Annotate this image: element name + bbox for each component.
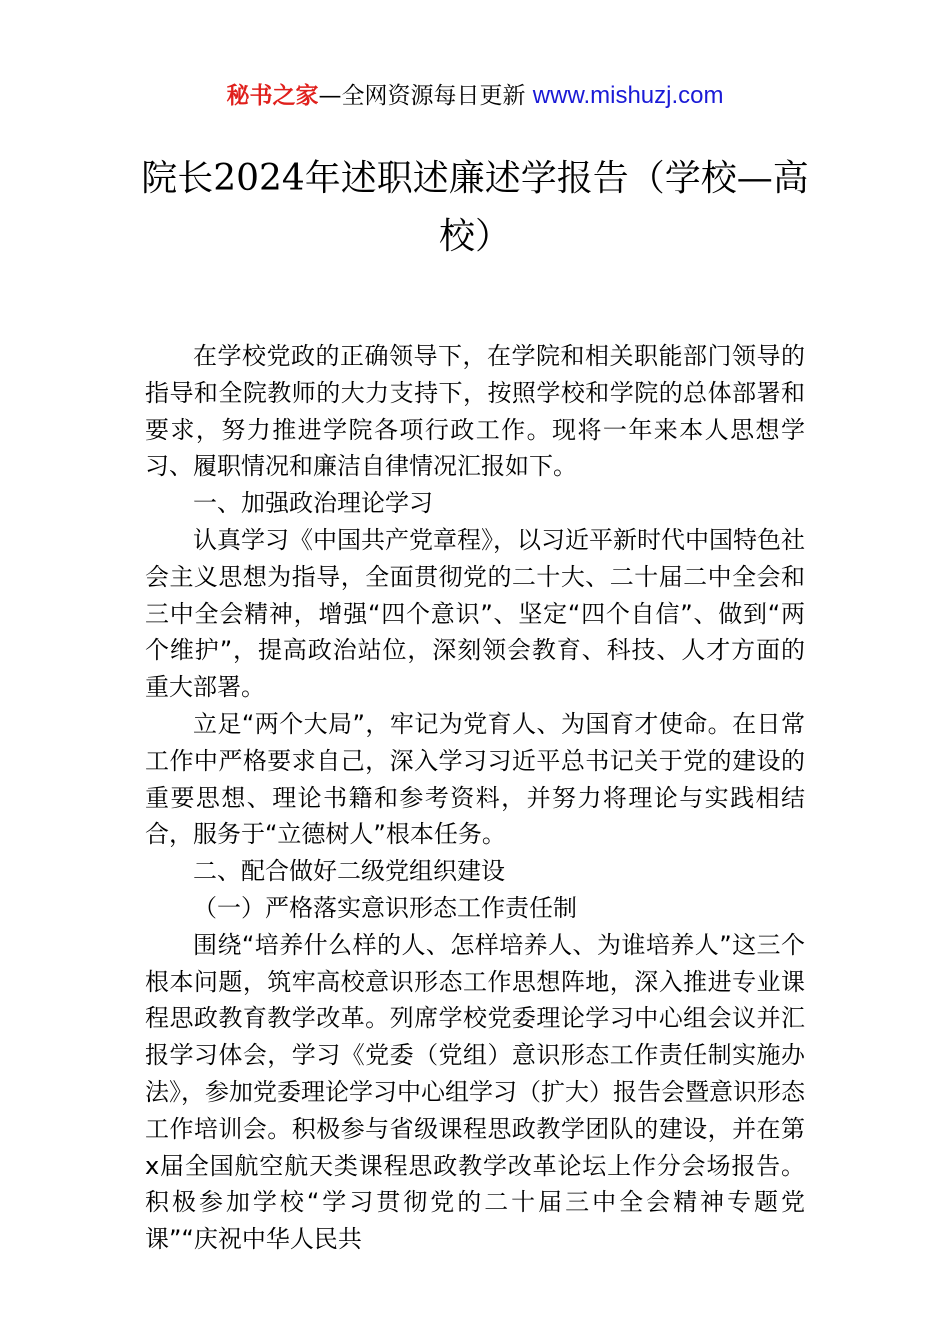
- page-header: [0, 79, 950, 113]
- document-body: [145, 338, 805, 1258]
- brand-name: 秘书之家: [226, 83, 319, 109]
- section-heading-1: 一、加强政治理论学习: [193, 489, 433, 518]
- header-tagline: —全网资源每日更新: [318, 83, 526, 109]
- intro-paragraph: 在学校党政的正确领导下，在学院和相关职能部门领导的指导和全院教师的大力支持下，按照学校和学院的总体部署和要求，努力推进学院各项行政工作。现将一年来本人思想学习、履职情况和廉洁自律情况汇报如下。: [145, 342, 805, 481]
- body-paragraph: 立足“两个大局”，牢记为党育人、为国育才使命。在日常工作中严格要求自己，深入学习习近平总书记关于党的建设的重要思想、理论书籍和参考资料，并努力将理论与实践相结合，服务于“立德树人”根本任务。: [145, 709, 805, 849]
- subsection-heading-1: （一）严格落实意识形态工作责任制: [193, 893, 577, 922]
- document-title: 院长2024年述职述廉述学报告（学校—高校）: [141, 158, 809, 257]
- body-paragraph: 认真学习《中国共产党章程》，以习近平新时代中国特色社会主义思想为指导，全面贯彻党的二十大、二十届二中全会和三中全会精神，增强“四个意识”、坚定“四个自信”、做到“两个维护”，提高政治站位，深刻领会教育、科技、人才方面的重大部署。: [145, 525, 805, 702]
- body-paragraph: 围绕“培养什么样的人、怎样培养人、为谁培养人”这三个根本问题，筑牢高校意识形态工作思想阵地，深入推进专业课程思政教育教学改革。列席学校党委理论学习中心组会议并汇报学习体会，学习《党委（党组）意识形态工作责任制实施办法》，参加党委理论学习中心组学习（扩大）报告会暨意识形态工作培训会。积极参与省级课程思政教学团队的建设，并在第x届全国航空航天类课程思政教学改革论坛上作分会场报告。积极参加学校“学习贯彻党的二十届三中全会精神专题党课”“庆祝中华人民共: [145, 930, 805, 1254]
- website-link[interactable]: www.mishuzj.com: [532, 82, 724, 109]
- section-heading-2: 二、配合做好二级党组织建设: [193, 857, 505, 886]
